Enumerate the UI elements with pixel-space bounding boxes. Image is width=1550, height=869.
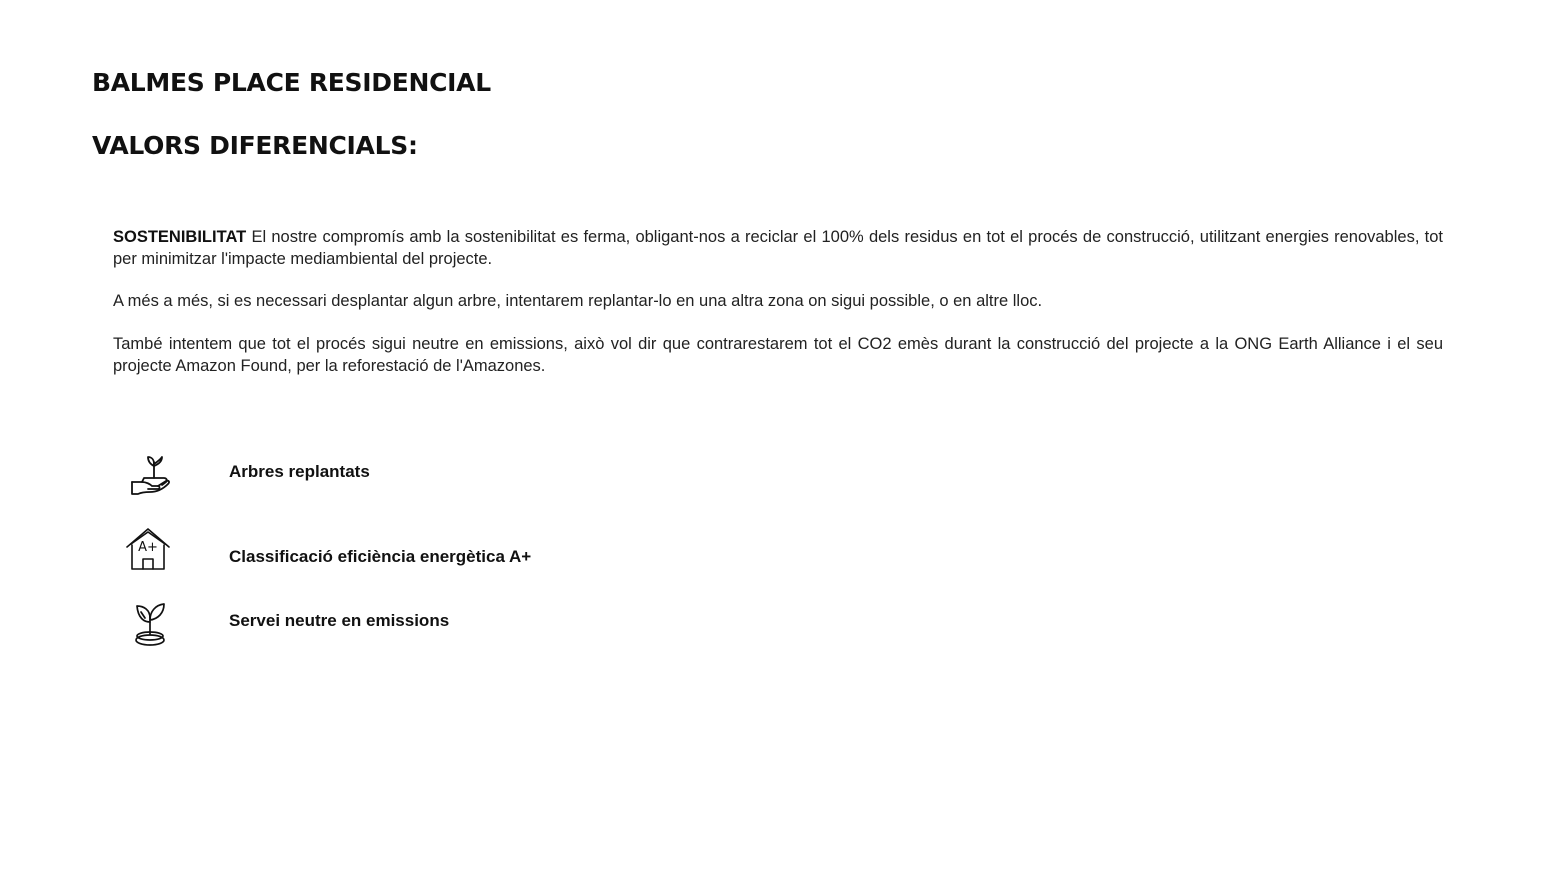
sprout-icon — [124, 600, 174, 646]
energy-rating-text: A+ — [138, 540, 158, 555]
page-title: BALMES PLACE RESIDENCIAL — [92, 68, 491, 97]
feature-energy-rating — [124, 527, 824, 575]
hand-plant-icon — [124, 452, 174, 498]
paragraph-sostenibilitat — [113, 226, 1443, 270]
paragraph-body: El nostre compromís amb la sostenibilitat es ferma, obligant-nos a reciclar el 100% dels residus en tot el procés de construcció, utilitzant energies renovables, tot per minimitzar l'impacte mediambiental del projecte. — [113, 228, 1443, 268]
feature-label: Classificació eficiència energètica A+ — [229, 547, 532, 566]
feature-replanted-trees — [124, 452, 824, 500]
section-title: VALORS DIFERENCIALS: — [92, 131, 418, 160]
feature-neutral-emissions — [124, 600, 824, 648]
paragraph-emissions: També intentem que tot el procés sigui neutre en emissions, això vol dir que contrarestarem tot el CO2 emès durant la construcció del projecte a la ONG Earth Alliance i el seu projecte Amazon Found, per la reforestació de l'Amazones. — [113, 335, 1443, 375]
paragraph-lead: SOSTENIBILITAT — [113, 228, 247, 246]
feature-label: Arbres replantats — [229, 462, 370, 481]
paragraph-replant: A més a més, si es necessari desplantar algun arbre, intentarem replantar-lo en una altra zona on sigui possible, o en altre lloc. — [113, 292, 1043, 310]
feature-label: Servei neutre en emissions — [229, 611, 450, 630]
house-energy-icon — [124, 527, 174, 573]
